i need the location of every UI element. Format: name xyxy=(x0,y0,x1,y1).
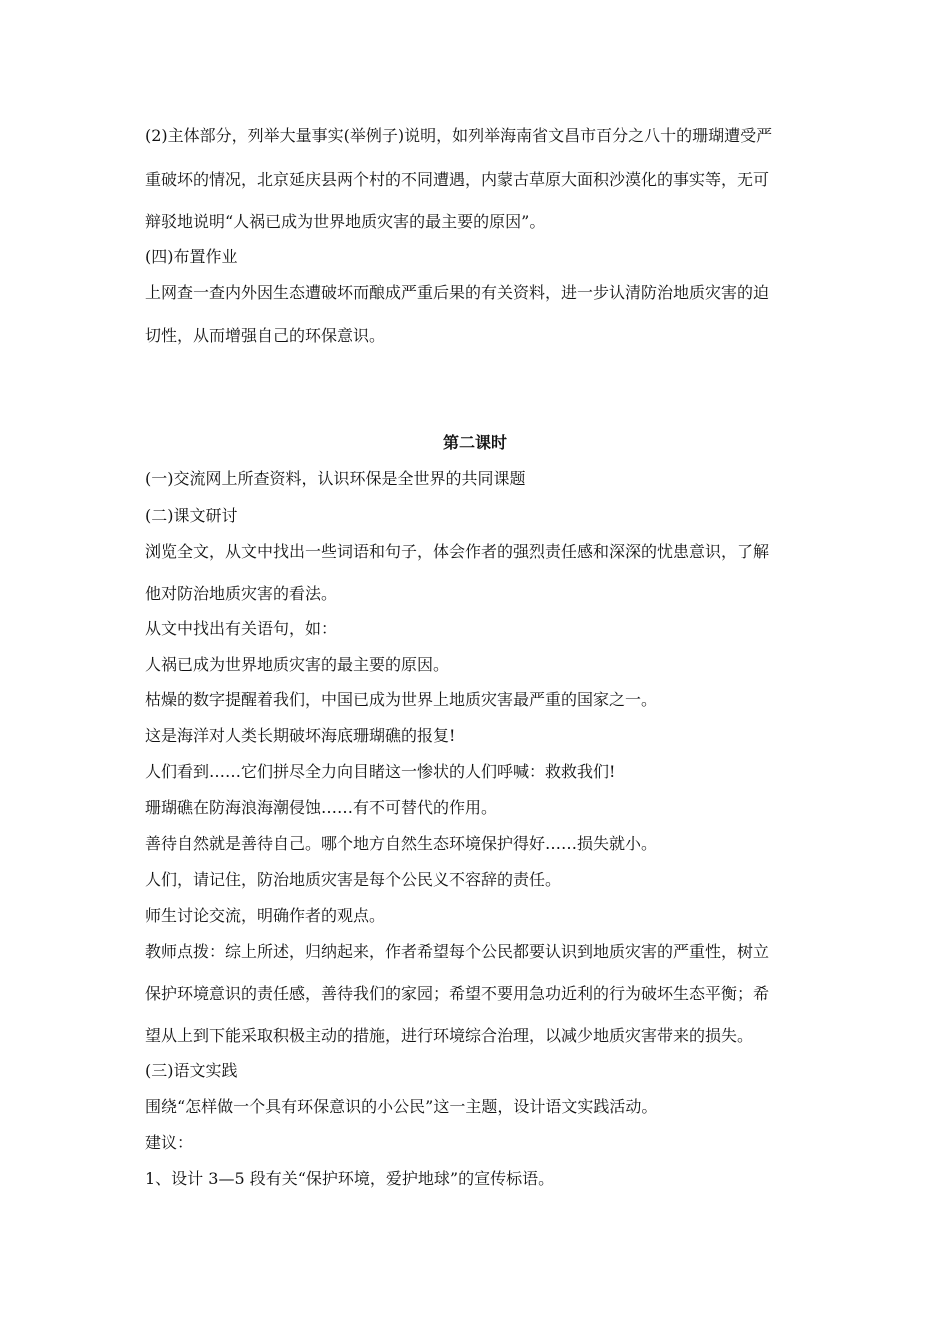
section-heading: (四)布置作业 xyxy=(145,247,238,266)
body-text-line: 望从上到下能采取积极主动的措施，进行环境综合治理，以减少地质灾害带来的损失。 xyxy=(145,1026,754,1045)
body-text-line: (2)主体部分，列举大量事实(举例子)说明，如列举海南省文昌市百分之八十的珊瑚遭受严 xyxy=(145,126,773,145)
section-heading: (三)语文实践 xyxy=(145,1061,238,1080)
body-text-line: 上网查一查内外因生态遭破坏而酿成严重后果的有关资料，进一步认清防治地质灾害的迫 xyxy=(145,283,770,302)
body-text-line: 建议： xyxy=(145,1133,194,1152)
body-text-line: 重破坏的情况，北京延庆县两个村的不同遭遇，内蒙古草原大面积沙漠化的事实等，无可 xyxy=(145,170,770,189)
quote-line: 人们，请记住，防治地质灾害是每个公民义不容辞的责任。 xyxy=(145,870,562,889)
quote-line: 善待自然就是善待自己。哪个地方自然生态环境保护得好……损失就小。 xyxy=(145,834,658,853)
list-item: 1、设计 3—5 段有关“保护环境，爱护地球”的宣传标语。 xyxy=(145,1169,555,1188)
lesson-title: 第二课时 xyxy=(442,433,507,452)
body-text-line: 从文中找出有关语句，如： xyxy=(145,619,338,638)
quote-line: 这是海洋对人类长期破坏海底珊瑚礁的报复! xyxy=(145,726,456,745)
quote-line: 人们看到……它们拼尽全力向目睹这一惨状的人们呼喊：救救我们! xyxy=(145,762,616,781)
body-text-line: 浏览全文，从文中找出一些词语和句子，体会作者的强烈责任感和深深的忧患意识，了解 xyxy=(145,542,770,561)
body-text-line: 辩驳地说明“人祸已成为世界地质灾害的最主要的原因”。 xyxy=(145,212,546,231)
body-text-line: 保护环境意识的责任感，善待我们的家园；希望不要用急功近利的行为破坏生态平衡；希 xyxy=(145,984,770,1003)
quote-line: 枯燥的数字提醒着我们，中国已成为世界上地质灾害最严重的国家之一。 xyxy=(145,690,658,709)
body-text-line: 师生讨论交流，明确作者的观点。 xyxy=(145,906,386,925)
section-heading: (二)课文研讨 xyxy=(145,506,238,525)
body-text-line: 教师点拨：综上所述，归纳起来，作者希望每个公民都要认识到地质灾害的严重性，树立 xyxy=(145,942,770,961)
quote-line: 人祸已成为世界地质灾害的最主要的原因。 xyxy=(145,655,450,674)
section-heading: (一)交流网上所查资料，认识环保是全世界的共同课题 xyxy=(145,469,526,488)
body-text-line: 他对防治地质灾害的看法。 xyxy=(145,584,338,603)
quote-line: 珊瑚礁在防海浪海潮侵蚀……有不可替代的作用。 xyxy=(145,798,498,817)
body-text-line: 切性，从而增强自己的环保意识。 xyxy=(145,326,386,345)
body-text-line: 围绕“怎样做一个具有环保意识的小公民”这一主题，设计语文实践活动。 xyxy=(145,1097,658,1116)
